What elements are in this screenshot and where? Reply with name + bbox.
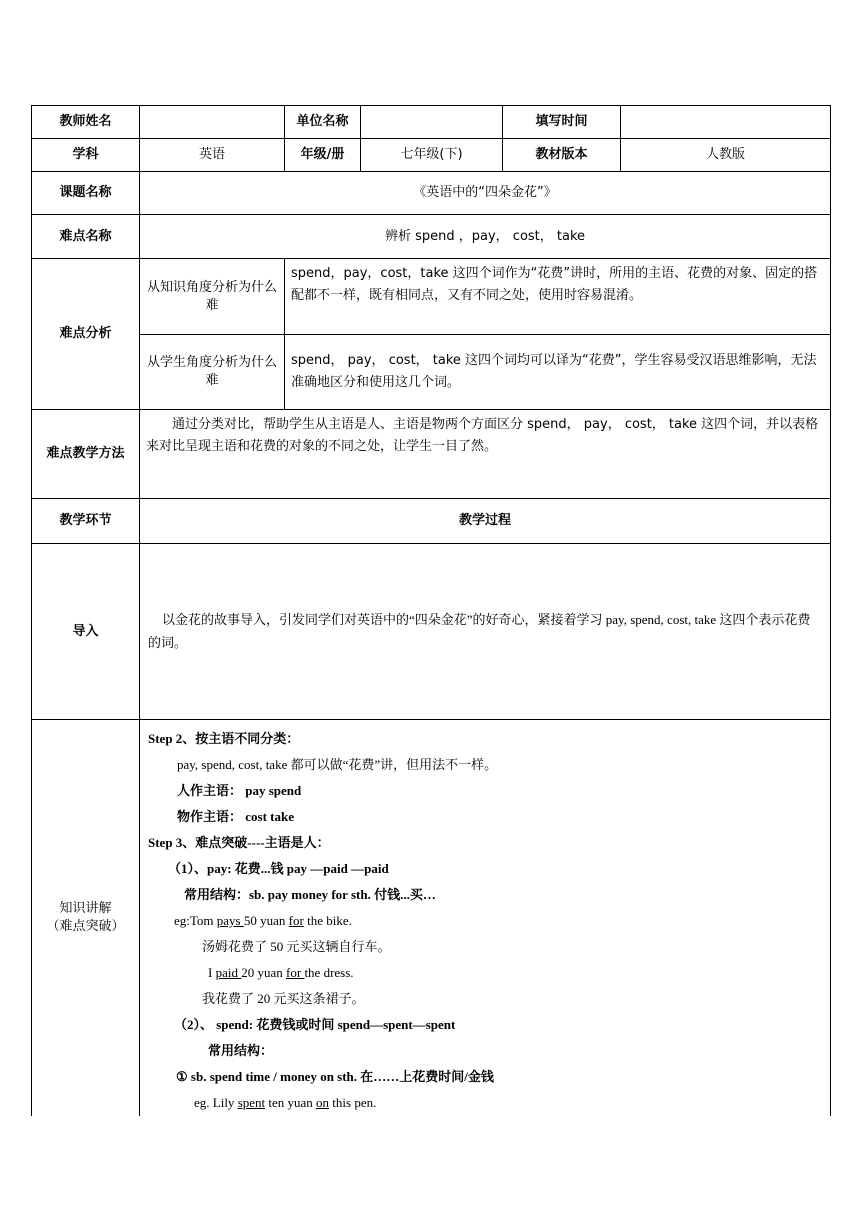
knowledge-label-line2: （难点突破）: [46, 919, 125, 934]
pay-title: （1）、pay: 花费...钱 pay —paid —paid: [168, 861, 389, 876]
knowledge-label-line1: 知识讲解: [59, 901, 112, 917]
analysis-label: 难点分析: [32, 259, 140, 410]
spend-item: ① sb. spend time / money on sth. 在……上花费时间/金钱: [176, 1069, 494, 1084]
method-text: 通过分类对比，帮助学生从主语是人、主语是物两个方面区分 spend， pay， cost， take 这四个词，并以表格来对比呈现主语和花费的对象的不同之处，让学生一目了然。: [146, 417, 819, 455]
example-2: I paid 20 yuan for the dress.: [208, 965, 354, 980]
analysis-knowledge-label: 从知识角度分析为什么难: [140, 259, 285, 335]
process-header: 教学过程: [140, 499, 831, 544]
date-label: 填写时间: [503, 106, 621, 139]
teacher-value: [140, 106, 285, 139]
lesson-plan-table: [31, 105, 831, 1116]
subject-label: 学科: [32, 139, 140, 172]
difficulty-value: 辨析 spend ，pay， cost， take: [140, 215, 831, 259]
pay-structure: 常用结构：sb. pay money for sth. 付钱...买…: [184, 887, 436, 902]
spend-structure: 常用结构：: [208, 1043, 274, 1058]
analysis-knowledge-text: spend，pay，cost，take 这四个词作为“花费”讲时，所用的主语、花费的对象、固定的搭配都不一样，既有相同点，又有不同之处，使用时容易混淆。: [285, 259, 831, 335]
unit-label: 单位名称: [285, 106, 361, 139]
grade-value: 七年级(下): [361, 139, 503, 172]
step2-title: Step 2、按主语不同分类：: [148, 731, 300, 746]
teacher-label: 教师姓名: [32, 106, 140, 139]
step2-desc: pay, spend, cost, take 都可以做“花费”讲，但用法不一样。: [177, 757, 498, 772]
unit-value: [361, 106, 503, 139]
method-cell: [140, 410, 831, 499]
example-2-translation: 我花费了 20 元买这条裙子。: [202, 991, 365, 1006]
spend-title: （2）、 spend: 花费钱或时间 spend—spent—spent: [174, 1017, 456, 1032]
intro-cell: [140, 544, 831, 720]
method-label: 难点教学方法: [32, 410, 140, 499]
difficulty-row: [32, 215, 831, 259]
header-row-1: [32, 106, 831, 139]
intro-row: [32, 544, 831, 720]
edition-value: 人教版: [621, 139, 831, 172]
difficulty-label: 难点名称: [32, 215, 140, 259]
thing-subject: 物作主语： cost take: [177, 809, 294, 824]
knowledge-label-cell: [32, 720, 140, 1117]
knowledge-row: [32, 720, 831, 1117]
example-3: eg. Lily spent ten yuan on this pen.: [194, 1095, 377, 1110]
example-1-translation: 汤姆花费了 50 元买这辆自行车。: [202, 939, 391, 954]
topic-label: 课题名称: [32, 172, 140, 215]
analysis-student-text: spend， pay， cost， take 这四个词均可以译为“花费”，学生容易受汉语思维影响，无法准确地区分和使用这几个词。: [285, 335, 831, 410]
grade-label: 年级/册: [285, 139, 361, 172]
knowledge-content: [140, 720, 831, 1117]
analysis-student-row: [32, 335, 831, 410]
intro-text: 以金花的故事导入，引发同学们对英语中的“四朵金花”的好奇心，紧接着学习 pay, spend, cost, take 这四个表示花费的词。: [148, 611, 811, 650]
method-row: [32, 410, 831, 499]
intro-label: 导入: [32, 544, 140, 720]
topic-value: 《英语中的“四朵金花”》: [140, 172, 831, 215]
example-1: eg:Tom pays 50 yuan for the bike.: [174, 913, 352, 928]
process-header-row: [32, 499, 831, 544]
edition-label: 教材版本: [503, 139, 621, 172]
stage-header: 教学环节: [32, 499, 140, 544]
topic-row: [32, 172, 831, 215]
date-value: [621, 106, 831, 139]
analysis-student-label: 从学生角度分析为什么难: [140, 335, 285, 410]
subject-value: 英语: [140, 139, 285, 172]
step3-title: Step 3、难点突破----主语是人：: [148, 835, 330, 850]
person-subject: 人作主语： pay spend: [177, 783, 302, 798]
header-row-2: [32, 139, 831, 172]
analysis-knowledge-row: [32, 259, 831, 335]
